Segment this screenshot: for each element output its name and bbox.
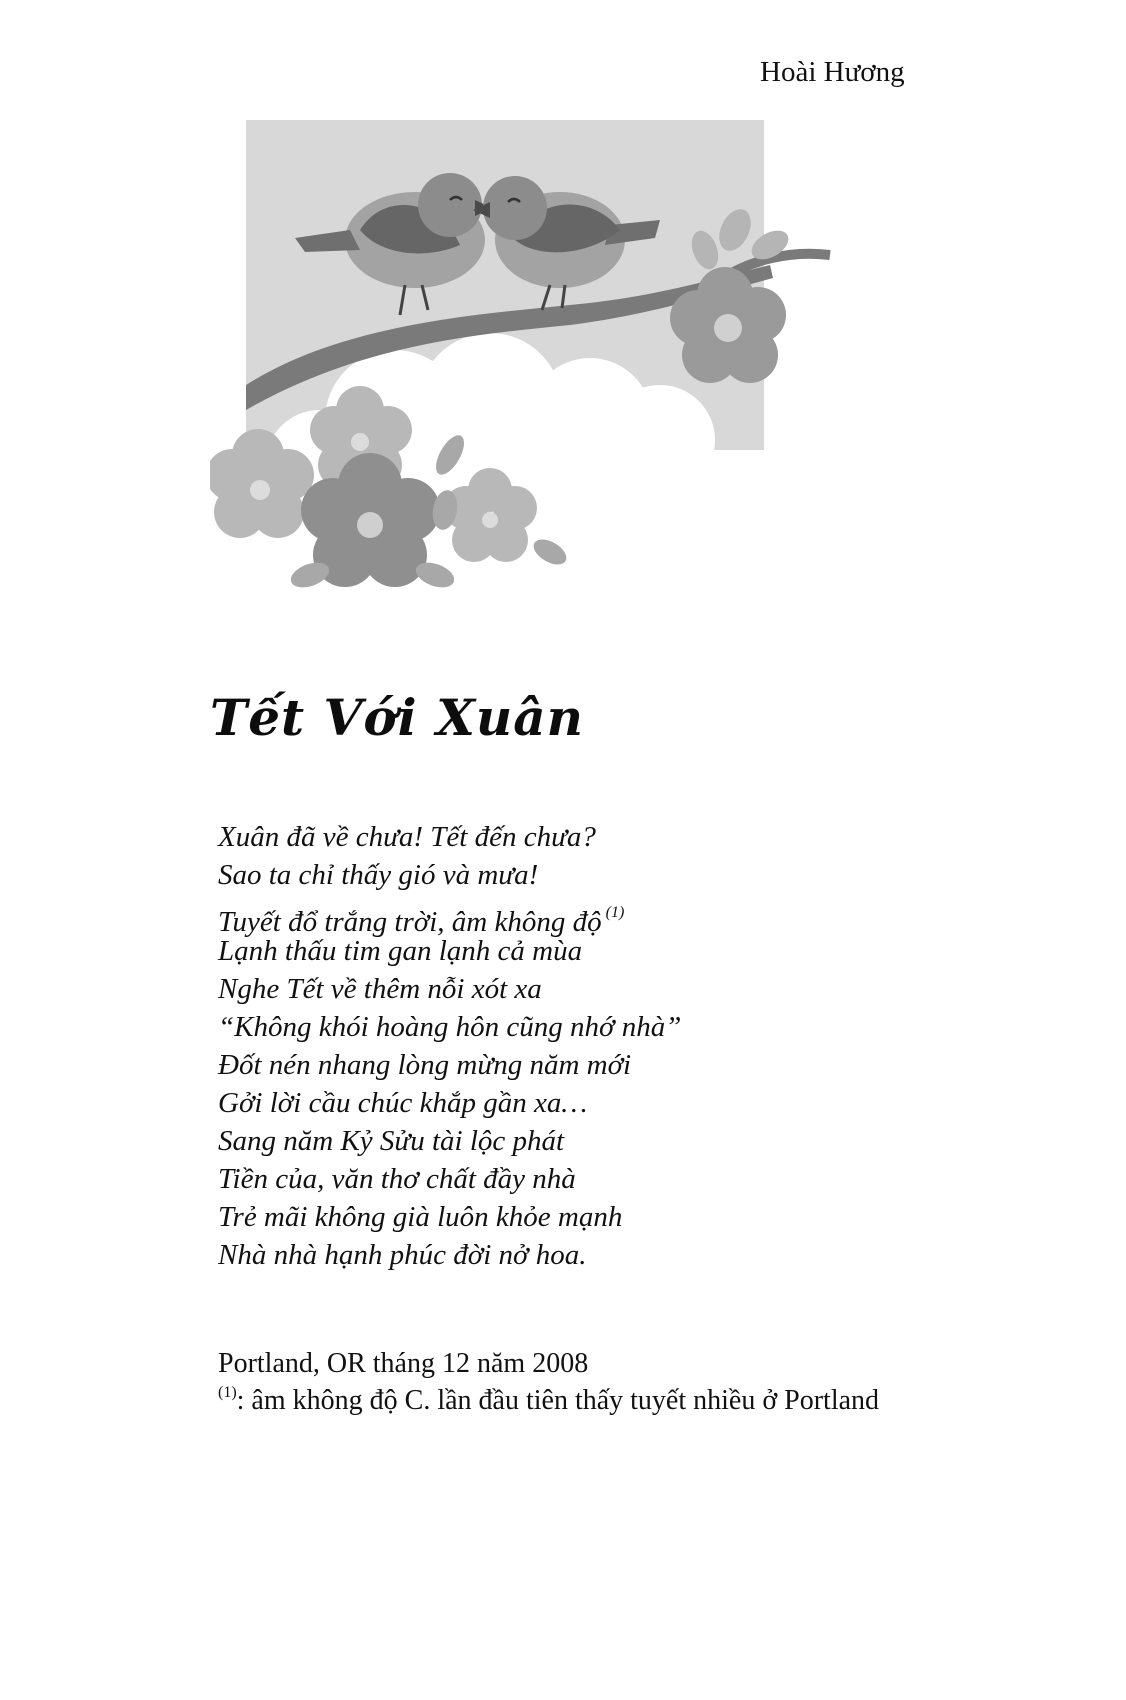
place-date: Portland, OR tháng 12 năm 2008 [218, 1348, 589, 1379]
author-name: Hoài Hương [760, 56, 905, 88]
poem-line: Lạnh thấu tim gan lạnh cả mùa [218, 935, 583, 967]
poem-line: Nghe Tết về thêm nỗi xót xa [218, 973, 542, 1005]
poem-line: Nhà nhà hạnh phúc đời nở hoa. [218, 1239, 587, 1271]
footnote-mark: (1) [218, 1384, 237, 1401]
poem-line: “Không khói hoàng hôn cũng nhớ nhà” [218, 1011, 682, 1043]
footnote [218, 1384, 879, 1417]
poem-line-text: Tuyết đổ trắng trời, âm không độ [218, 906, 602, 938]
poem-line: Đốt nén nhang lòng mừng năm mới [218, 1049, 632, 1081]
footnote-marker: (1) [605, 904, 625, 921]
poem-title: Tết Với Xuân [210, 688, 584, 747]
poem-line: Sao ta chỉ thấy gió và mưa! [218, 859, 539, 891]
footnote-text: : âm không độ C. lần đầu tiên thấy tuyết nhiều ở Portland [236, 1385, 880, 1416]
poem-line: Trẻ mãi không già luôn khỏe mạnh [218, 1201, 623, 1233]
poem-line: Xuân đã về chưa! Tết đến chưa? [218, 821, 596, 853]
birds-illustration [210, 120, 890, 610]
poem-line [218, 894, 1038, 938]
poem-body [218, 818, 1038, 1274]
poem-line: Gởi lời cầu chúc khắp gần xa… [218, 1087, 588, 1119]
poem-line: Sang năm Kỷ Sửu tài lộc phát [218, 1125, 565, 1157]
poem-line: Tiền của, văn thơ chất đầy nhà [218, 1163, 576, 1195]
